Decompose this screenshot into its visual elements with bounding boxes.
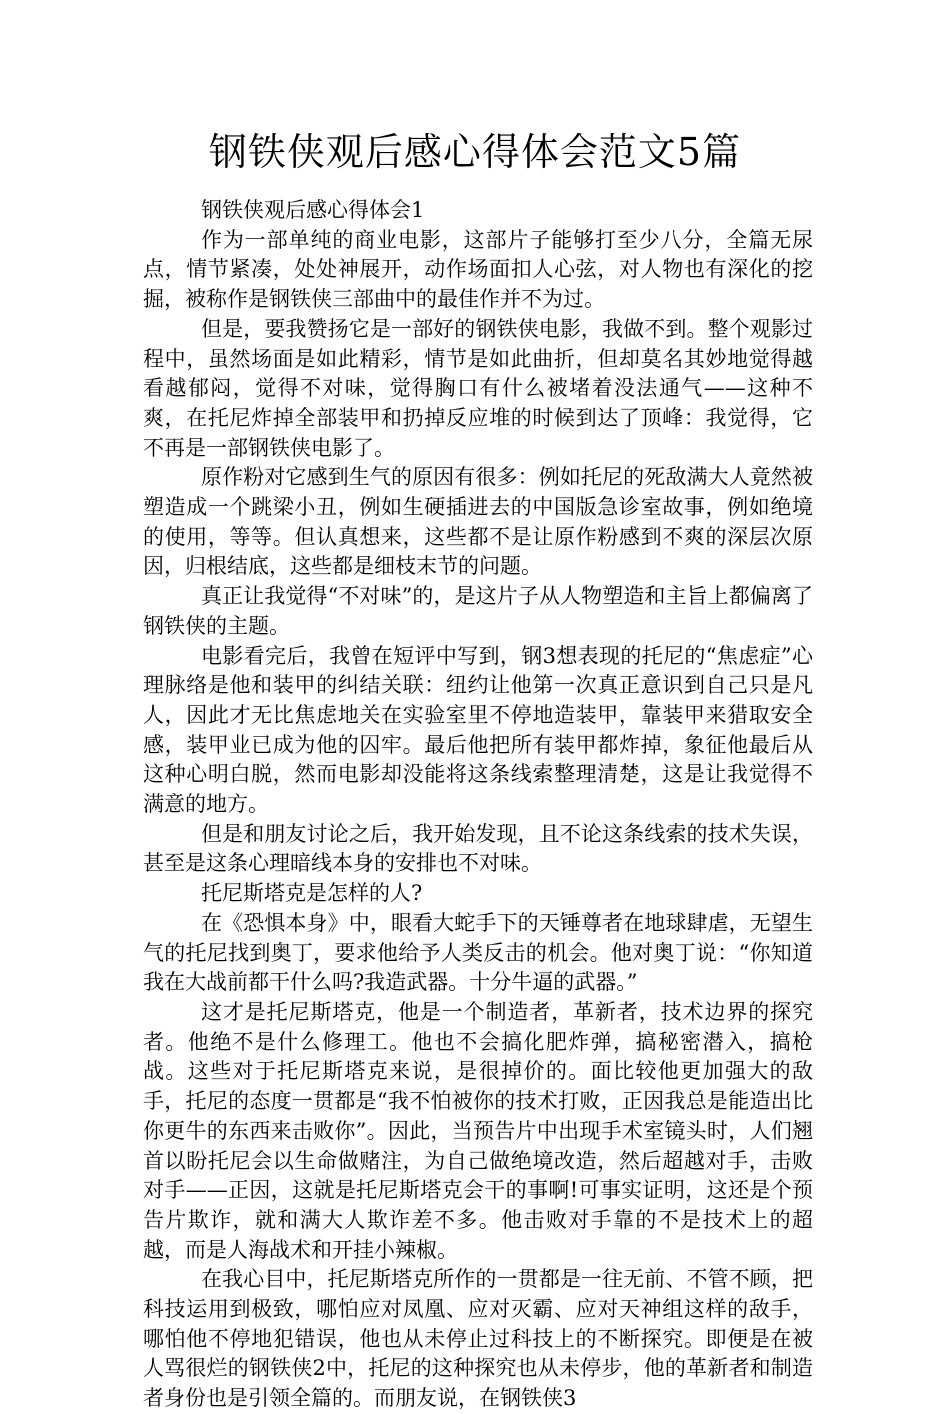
paragraph: 电影看完后，我曾在短评中写到，钢3想表现的托尼的“焦虑症”心理脉络是他和装甲的纠结关联：纽约让他第一次真正意识到自己只是凡人，因此才无比焦虑地关在实验室里不停地造装甲，靠装甲来猎取安全感，装甲业已成为他的囚牢。最后他把所有装甲都炸掉，象征他最后从这种心明白脱，然而电影却没能将这条线索整理清楚，这是让我觉得不满意的地方。 xyxy=(143,643,813,817)
document-body xyxy=(143,196,813,1414)
paragraph: 原作粉对它感到生气的原因有很多：例如托尼的死敌满大人竟然被塑造成一个跳梁小丑，例如生硬插进去的中国版急诊室故事，例如绝境的使用，等等。但认真想来，这些都不是让原作粉感到不爽的深层次原因，归根结底，这些都是细枝末节的问题。 xyxy=(143,465,813,579)
paragraph-question: 托尼斯塔克是怎样的人? xyxy=(201,881,423,906)
paragraph: 在《恐惧本身》中，眼看大蛇手下的天锤尊者在地球肆虐，无望生气的托尼找到奥丁，要求他给予人类反击的机会。他对奥丁说：“你知道我在大战前都干什么吗?我造武器。十分牛逼的武器。” xyxy=(143,910,813,995)
paragraph: 这才是托尼斯塔克，他是一个制造者，革新者，技术边界的探究者。他绝不是什么修理工。他也不会搞化肥炸弹，搞秘密潜入，搞枪战。这些对于托尼斯塔克来说，是很掉价的。面比较他更加强大的敌手，托尼的态度一贯都是“我不怕被你的技术打败，正因我总是能造出比你更牛的东西来击败你”。因此，当预告片中出现手术室镜头时，人们翘首以盼托尼会以生命做赌注，为自己做绝境改造，然后超越对手，击败对手——正因，这就是托尼斯塔克会干的事啊!可事实证明，这还是个预告片欺诈，就和满大人欺诈差不多。他击败对手靠的不是技术上的超越，而是人海战术和开挂小辣椒。 xyxy=(143,999,813,1262)
paragraph: 作为一部单纯的商业电影，这部片子能够打至少八分，全篇无尿点，情节紧凑，处处神展开，动作场面扣人心弦，对人物也有深化的挖掘，被称作是钢铁侠三部曲中的最佳作并不为过。 xyxy=(143,227,813,312)
document-title: 钢铁侠观后感心得体会范文5篇 xyxy=(208,130,742,174)
paragraph: 真正让我觉得“不对味”的，是这片子从人物塑造和主旨上都偏离了钢铁侠的主题。 xyxy=(143,584,813,638)
paragraph: 在我心目中，托尼斯塔克所作的一贯都是一往无前、不管不顾，把科技运用到极致，哪怕应对凤凰、应对灭霸、应对天神组这样的敌手，哪怕他不停地犯错误，他也从未停止过科技上的不断探究。即便是在被人骂很烂的钢铁侠2中，托尼的这种探究也从未停步，他的革新者和制造者身份也是引领全篇的。而朋友说，在钢铁侠3 xyxy=(143,1267,813,1411)
paragraph: 但是和朋友讨论之后，我开始发现，且不论这条线索的技术失误，甚至是这条心理暗线本身的安排也不对味。 xyxy=(143,821,813,876)
paragraph-subtitle: 钢铁侠观后感心得体会1 xyxy=(201,198,425,222)
paragraph: 但是，要我赞扬它是一部好的钢铁侠电影，我做不到。整个观影过程中，虽然场面是如此精彩，情节是如此曲折，但却莫名其妙地觉得越看越郁闷，觉得不对味，觉得胸口有什么被堵着没法通气——这种不爽，在托尼炸掉全部装甲和扔掉反应堆的时候到达了顶峰：我觉得，它不再是一部钢铁侠电影了。 xyxy=(143,316,813,460)
